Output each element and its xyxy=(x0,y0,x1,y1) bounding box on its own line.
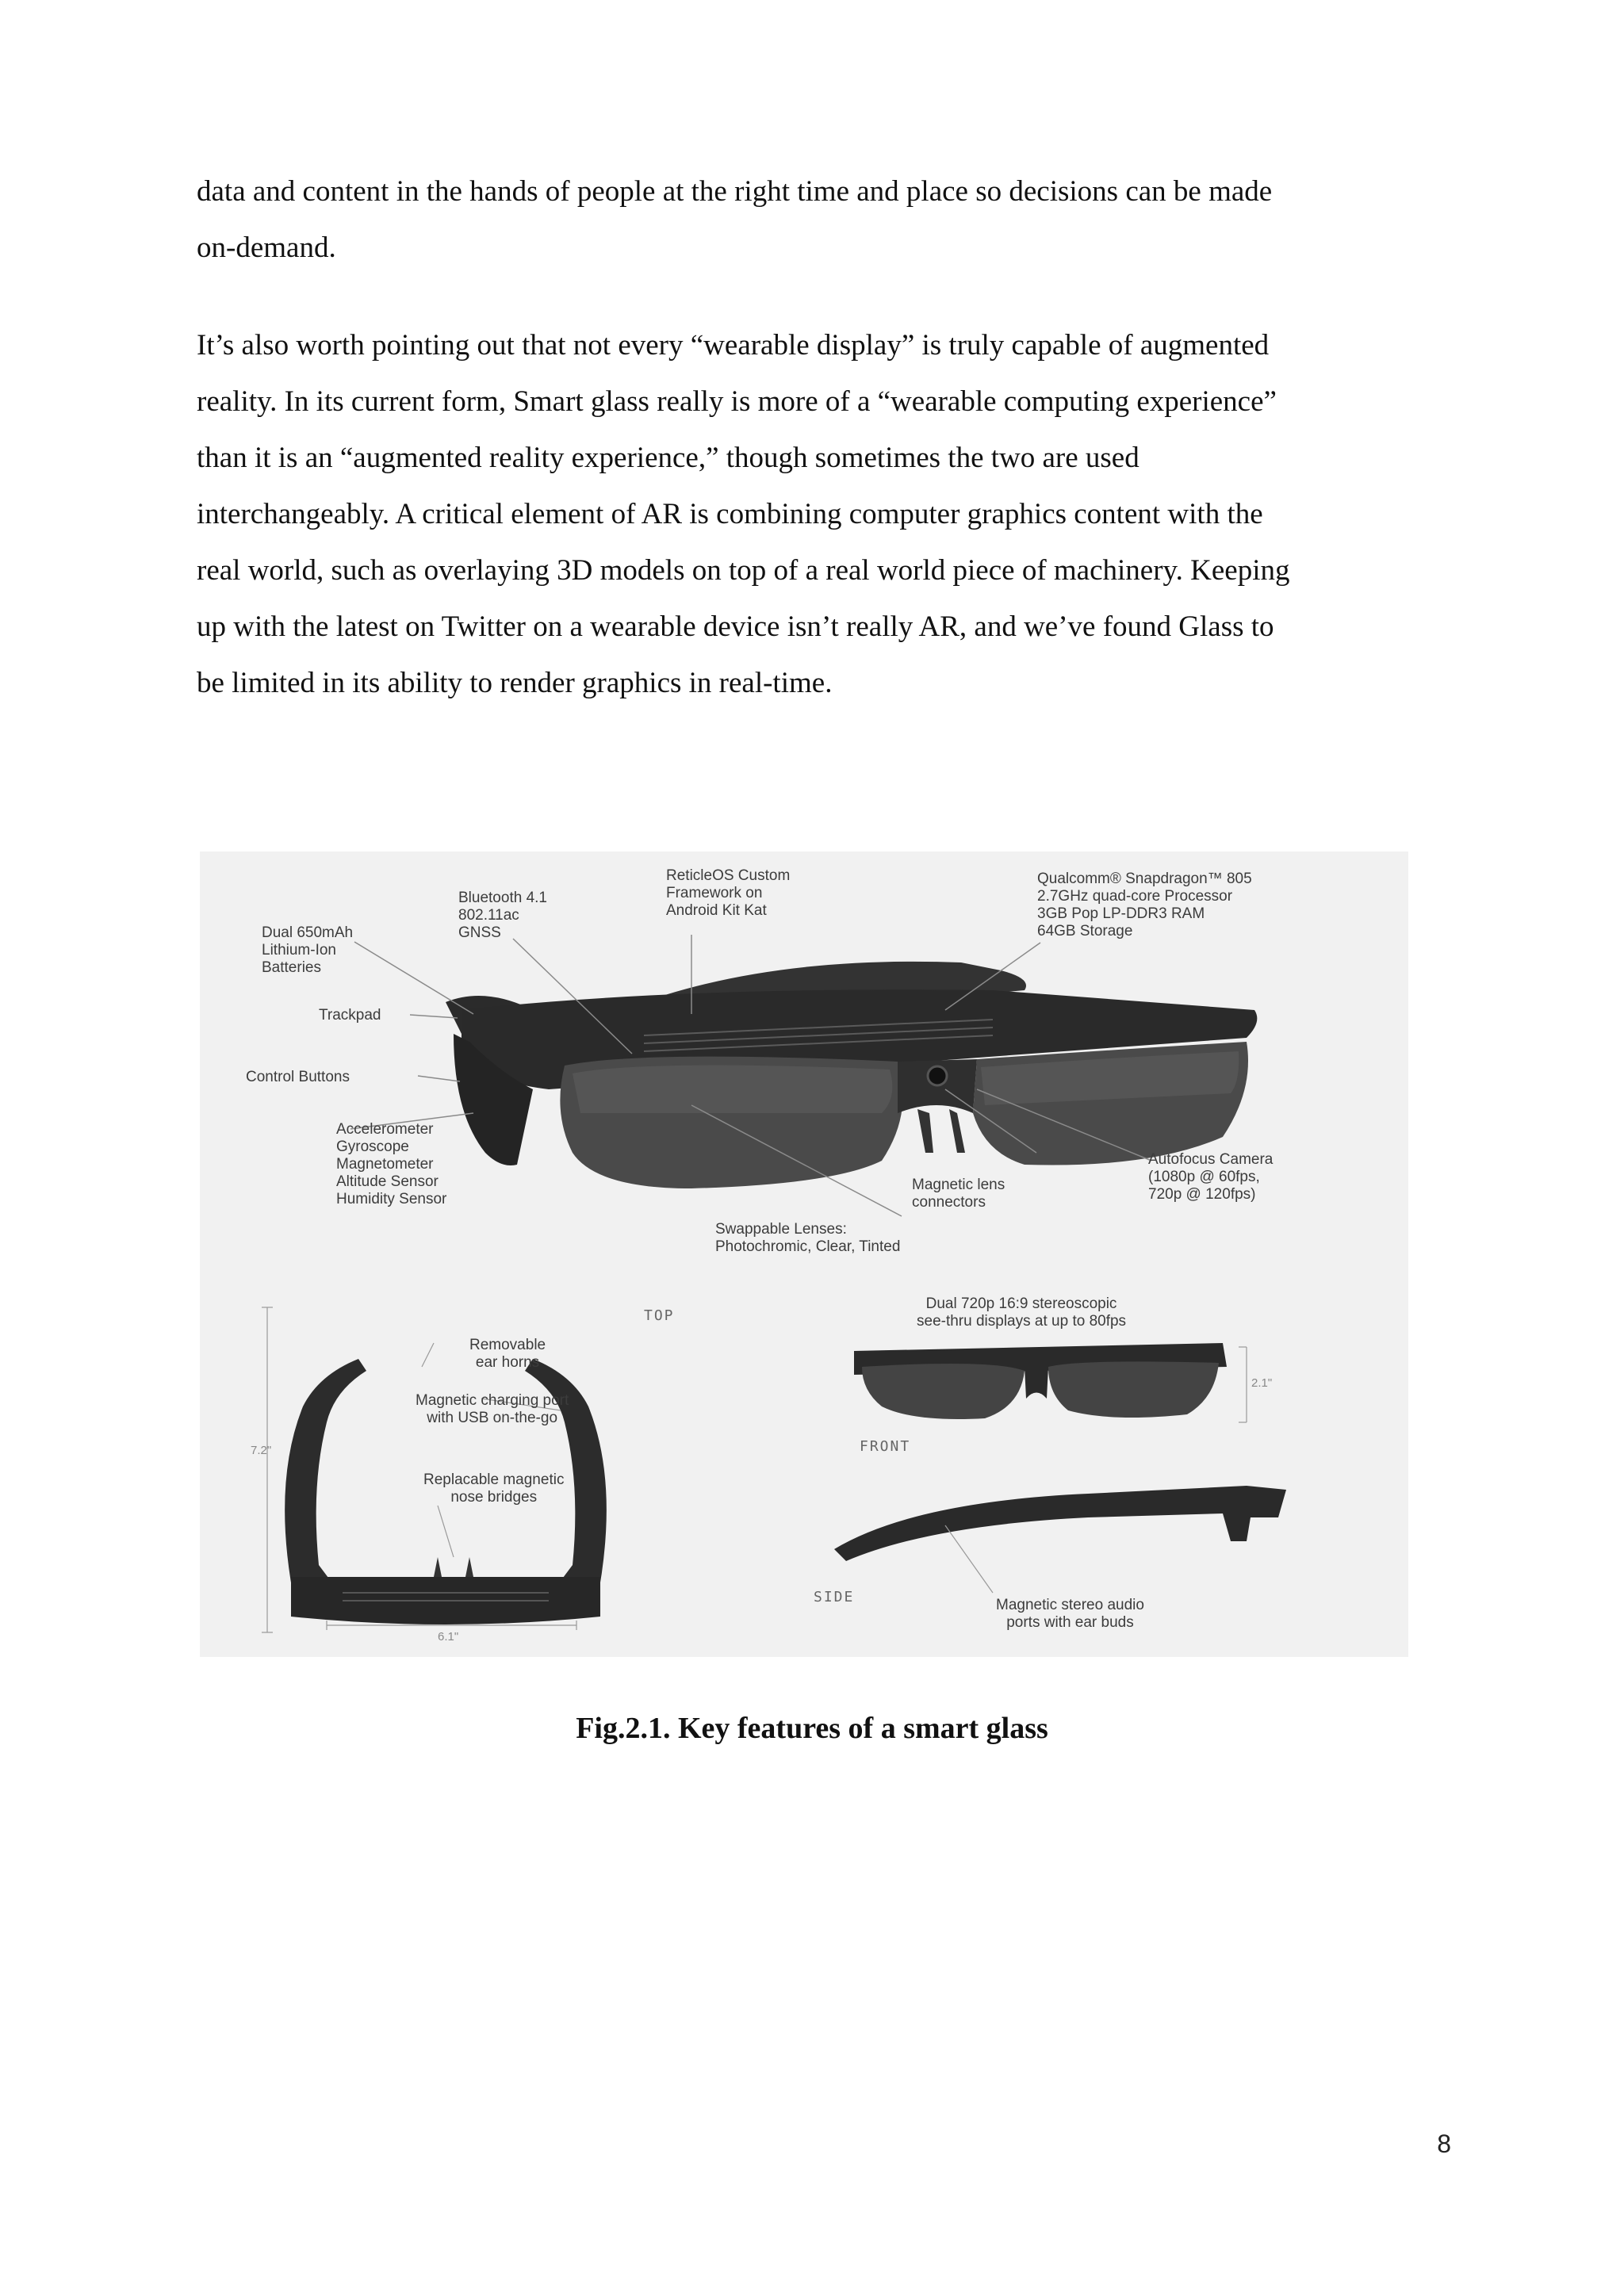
label-line: Magnetic charging port xyxy=(416,1392,569,1409)
text-line: reality. In its current form, Smart glass really is more of a “wearable computing experience” xyxy=(197,385,1277,418)
text-line: be limited in its ability to render graphics in real-time. xyxy=(197,667,833,699)
label-line: 2.7GHz quad-core Processor xyxy=(1037,888,1233,905)
label-line: Magnetic lens xyxy=(912,1177,1005,1193)
label-line: Magnetometer xyxy=(336,1156,434,1173)
label-line: see-thru displays at up to 80fps xyxy=(917,1313,1127,1330)
label-line: 802.11ac xyxy=(458,907,519,924)
label-line: Photochromic, Clear, Tinted xyxy=(715,1238,901,1255)
height-dimension-label: 7.2" xyxy=(251,1444,272,1457)
control-buttons-label xyxy=(246,1069,350,1086)
label-line: Replacable magnetic xyxy=(423,1471,565,1488)
label-line: GNSS xyxy=(458,924,501,941)
dual-display-label xyxy=(917,1295,1126,1330)
label-line: Magnetic stereo audio xyxy=(996,1597,1144,1613)
text-line: than it is an “augmented reality experience,” though sometimes the two are used xyxy=(197,442,1139,474)
trackpad-label xyxy=(319,1007,381,1024)
stereo-audio-label xyxy=(996,1597,1144,1632)
side-view-label: SIDE xyxy=(814,1589,855,1605)
swappable-lenses-label xyxy=(715,1221,900,1256)
qualcomm-label xyxy=(1037,871,1252,940)
label-line: Dual 650mAh xyxy=(262,924,354,941)
label-line: Bluetooth 4.1 xyxy=(458,890,547,906)
nose-bridges-label xyxy=(423,1471,564,1506)
label-line: Batteries xyxy=(262,959,321,976)
front-view-label: FRONT xyxy=(860,1438,911,1455)
width-dimension-label: 6.1" xyxy=(438,1630,459,1644)
front-view-glasses xyxy=(854,1343,1247,1422)
label-line: Humidity Sensor xyxy=(336,1191,447,1207)
text-line: real world, such as overlaying 3D models on top of a real world piece of machinery. Keeping xyxy=(197,554,1290,587)
paragraph-2 xyxy=(197,317,1434,711)
smart-glass-figure xyxy=(200,851,1408,1657)
label-line: Lithium-Ion xyxy=(262,942,336,959)
battery-label xyxy=(262,924,353,977)
paragraph-1 xyxy=(197,163,1434,276)
bluetooth-label xyxy=(458,890,547,942)
label-line: connectors xyxy=(912,1194,986,1211)
label-line: Swappable Lenses: xyxy=(715,1221,847,1238)
label-line: Dual 720p 16:9 stereoscopic xyxy=(925,1295,1117,1312)
label-line: Autofocus Camera xyxy=(1148,1151,1274,1168)
text-line: interchangeably. A critical element of AR is combining computer graphics content with the xyxy=(197,498,1263,530)
label-line: with USB on-the-go xyxy=(427,1410,558,1426)
magnetic-lens-label xyxy=(912,1177,1005,1211)
label-line: ReticleOS Custom xyxy=(666,867,791,884)
label-line: Control Buttons xyxy=(246,1069,350,1085)
front-height-dimension-label: 2.1" xyxy=(1251,1376,1273,1390)
reticle-os-label xyxy=(666,867,790,920)
side-view-glasses xyxy=(834,1486,1286,1593)
label-line: Trackpad xyxy=(319,1007,381,1024)
figure-caption: Fig.2.1. Key features of a smart glass xyxy=(576,1712,1048,1745)
label-line: 64GB Storage xyxy=(1037,923,1133,939)
text-line: on-demand. xyxy=(197,232,336,264)
top-view-label: TOP xyxy=(644,1307,675,1324)
label-line: nose bridges xyxy=(450,1489,538,1506)
label-line: Gyroscope xyxy=(336,1138,409,1155)
label-line: ports with ear buds xyxy=(1006,1614,1134,1631)
label-line: 720p @ 120fps) xyxy=(1148,1186,1256,1203)
label-line: ear horns xyxy=(475,1354,540,1371)
autofocus-camera-label xyxy=(1148,1151,1273,1203)
label-line: Android Kit Kat xyxy=(666,902,767,919)
charging-port-label xyxy=(416,1392,569,1427)
main-glasses-view xyxy=(350,935,1257,1216)
text-line: It’s also worth pointing out that not every “wearable display” is truly capable of augmented xyxy=(197,329,1270,362)
label-line: Altitude Sensor xyxy=(336,1173,439,1190)
page-number: 8 xyxy=(1437,2130,1451,2158)
label-line: Removable xyxy=(469,1337,546,1353)
sensors-label xyxy=(336,1121,446,1208)
text-line: data and content in the hands of people at the right time and place so decisions can be made xyxy=(197,175,1273,208)
label-line: 3GB Pop LP-DDR3 RAM xyxy=(1037,905,1205,922)
label-line: Framework on xyxy=(666,885,763,901)
top-view-glasses xyxy=(262,1307,607,1632)
text-line: up with the latest on Twitter on a wearable device isn’t really AR, and we’ve found Glass to xyxy=(197,610,1274,643)
label-line: (1080p @ 60fps, xyxy=(1148,1169,1260,1185)
removable-ear-horns-label xyxy=(469,1337,546,1372)
label-line: Qualcomm® Snapdragon™ 805 xyxy=(1037,871,1252,887)
label-line: Accelerometer xyxy=(336,1121,434,1138)
